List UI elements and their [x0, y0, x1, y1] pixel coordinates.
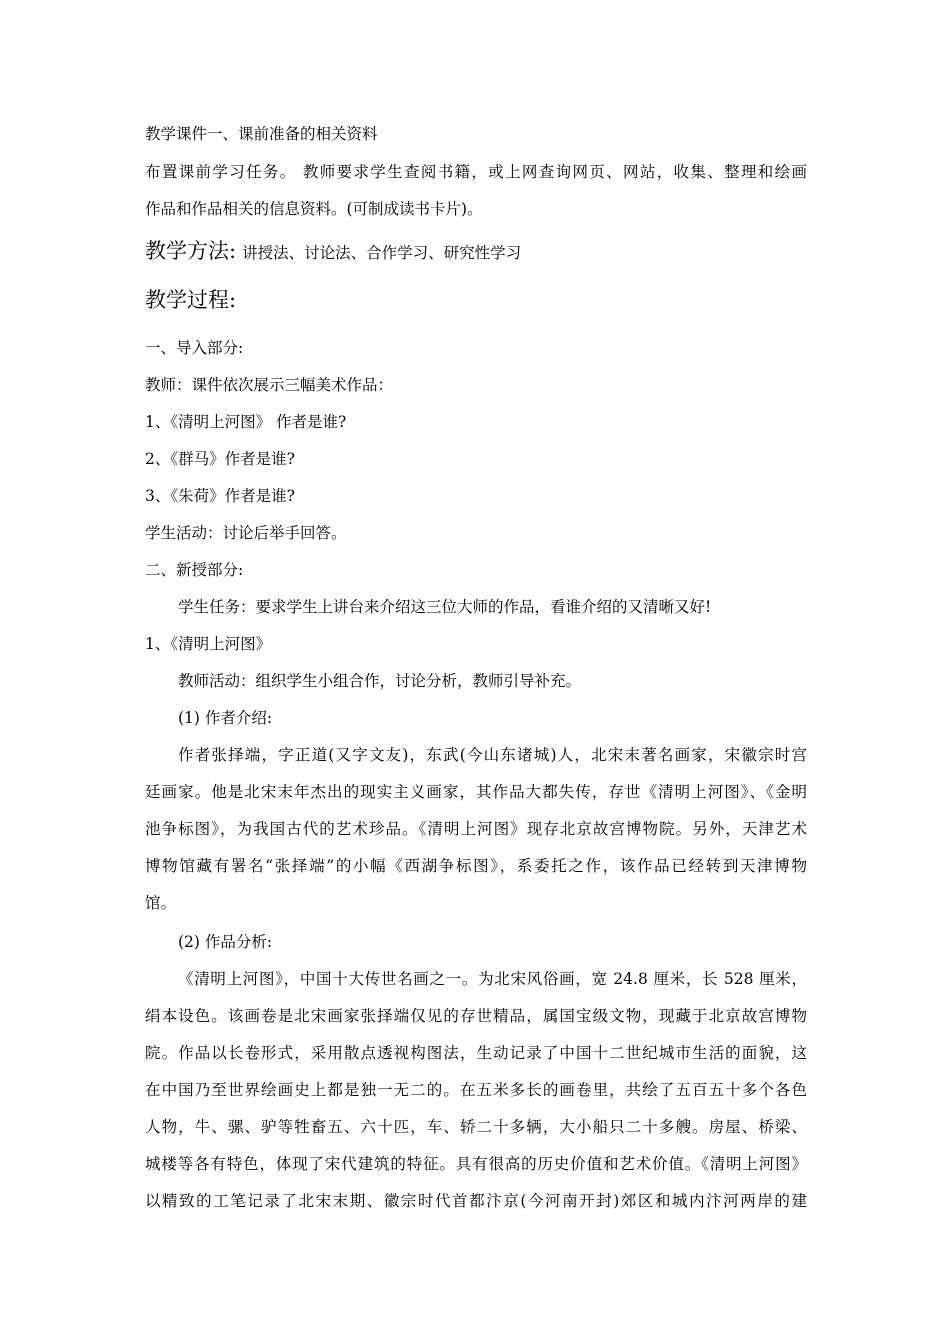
teaching-method-text: 讲授法、讨论法、合作学习、研究性学习 — [242, 244, 522, 262]
part-two-heading: 二、新授部分: — [145, 561, 244, 579]
question-3: 3、《朱荷》作者是谁? — [145, 487, 295, 505]
teacher-activity: 教师活动：组织学生小组合作，讨论分析，教师引导补充。 — [178, 672, 582, 690]
teaching-process-heading: 教学过程: — [145, 288, 237, 312]
author-paragraph-line: 作者张择端，字正道(又字文友)，东武(今山东诸城)人，北宋末著名画家，宋徽宗时宫 — [178, 746, 807, 764]
teaching-method — [145, 238, 521, 266]
subheading-author-intro: (1) 作者介绍: — [178, 709, 273, 727]
author-paragraph-line: 博物馆藏有署名“张择端”的小幅《西湖争标图》，系委托之作，该作品已经转到天津博物 — [145, 857, 807, 875]
subheading-work-analysis: (2) 作品分析: — [178, 933, 273, 951]
author-paragraph-line: 馆。 — [145, 894, 177, 912]
prep-paragraph-line-2: 作品和作品相关的信息资料。(可制成读书卡片)。 — [145, 200, 483, 218]
analysis-paragraph-line: 城楼等各有特色，体现了宋代建筑的特征。具有很高的历史价值和艺术价值。《清明上河图》 — [145, 1155, 807, 1173]
student-activity: 学生活动：讨论后举手回答。 — [145, 524, 347, 542]
analysis-paragraph-line: 院。作品以长卷形式，采用散点透视构图法，生动记录了中国十二世纪城市生活的面貌，这 — [145, 1044, 807, 1062]
author-paragraph-line: 池争标图》，为我国古代的艺术珍品。《清明上河图》现存北京故宫博物院。另外，天津艺术 — [145, 820, 807, 838]
analysis-paragraph-line: 绢本设色。该画卷是北宋画家张择端仅见的存世精品，属国宝级文物，现藏于北京故宫博物 — [145, 1007, 807, 1025]
teacher-intro: 教师：课件依次展示三幅美术作品： — [145, 376, 394, 394]
analysis-paragraph-line: 以精致的工笔记录了北宋末期、徽宗时代首都汴京(今河南开封)郊区和城内汴河两岸的建 — [145, 1192, 807, 1210]
part-one-heading: 一、导入部分: — [145, 339, 244, 357]
prep-paragraph-line-1: 布置课前学习任务。 教师要求学生查阅书籍，或上网查询网页、网站，收集、整理和绘画 — [145, 163, 807, 181]
question-2: 2、《群马》作者是谁? — [145, 450, 295, 468]
question-1: 1、《清明上河图》 作者是谁? — [145, 413, 347, 431]
teaching-method-label: 教学方法: — [145, 239, 237, 263]
analysis-paragraph-line: 《清明上河图》，中国十大传世名画之一。为北宋风俗画，宽 24.8 厘米，长 528 厘米， — [178, 970, 807, 988]
analysis-paragraph-line: 人物，牛、骡、驴等牲畜五、六十匹，车、轿二十多辆，大小船只二十多艘。房屋、桥梁、 — [145, 1118, 807, 1136]
courseware-heading: 教学课件一、课前准备的相关资料 — [145, 125, 378, 143]
analysis-paragraph-line: 在中国乃至世界绘画史上都是独一无二的。在五米多长的画卷里，共绘了五百五十多个各色 — [145, 1081, 807, 1099]
author-paragraph-line: 廷画家。他是北宋末年杰出的现实主义画家，其作品大都失传，存世《清明上河图》、《金明 — [145, 783, 807, 801]
student-task: 学生任务：要求学生上讲台来介绍这三位大师的作品，看谁介绍的又清晰又好! — [178, 598, 712, 616]
item-1-title: 1、《清明上河图》 — [145, 635, 272, 653]
